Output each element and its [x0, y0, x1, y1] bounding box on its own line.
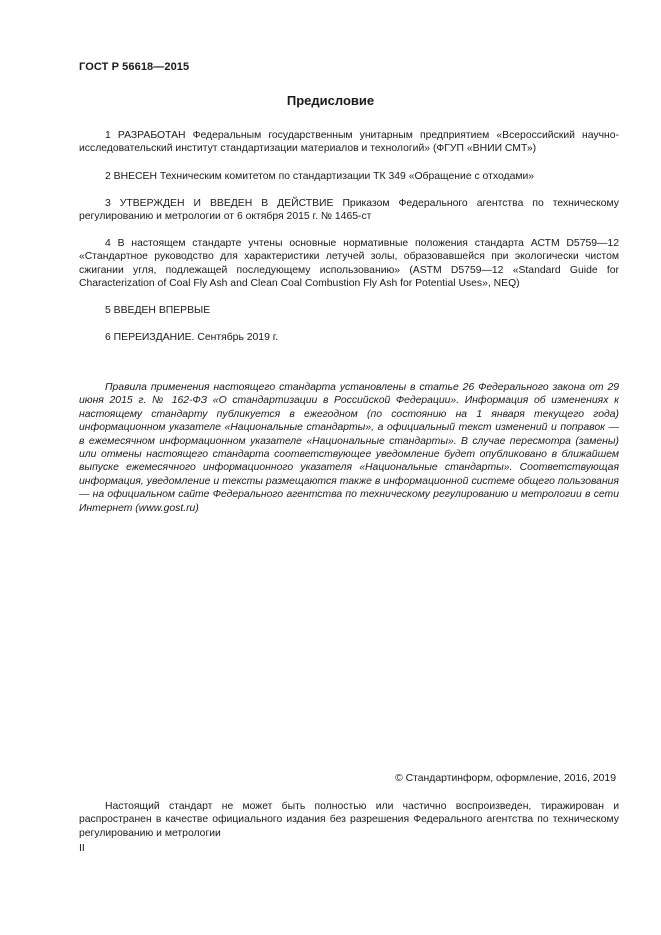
rules-notice: Правила применения настоящего стандарта установлены в статье 26 Федерального закона от 29 июня 2015 г. № 162-ФЗ «О стандартизации в Российской Федерации». Информация об изменениях к настоящему стандарту публикуется в ежегодном (по состоянию на 1 января текущего года) информационном указателе «Национальные стандарты», а официальный текст изменений и поправок — в ежемесячном информационном указателе «Национальные стандарты». В случае пересмотра (замены) или отмены настоящего стандарта соответствующее уведомление будет опубликовано в ближайшем выпуске ежемесячного информационного указателя «Национальные стандарты». Соответствующая информация, уведомление и тексты размещаются также в информационной системе общего пользования — на официальном сайте Федерального агентства по техническому регулированию и метрологии в сети Интернет (www.gost.ru) [79, 382, 619, 514]
foreword-item-5: 5 ВВЕДЕН ВПЕРВЫЕ [105, 305, 211, 316]
document-code: ГОСТ Р 56618—2015 [79, 61, 190, 73]
copyright-line: © Стандартинформ, оформление, 2016, 2019 [395, 773, 616, 784]
foreword-item-4: 4 В настоящем стандарте учтены основные нормативные положения стандарта АСТМ D5759—12 «Стандартное руководство для характеристики летучей золы, образовавшейся при экологически чистом сжигании угля, подлежащей последующему использованию» (ASTM D5759—12 «Standard Guide for Characterization of Coal Fly Ash and Clean Coal Combustion Fly Ash for Potential Uses», NEQ) [79, 238, 619, 290]
reproduction-notice: Настоящий стандарт не может быть полностью или частично воспроизведен, тиражирован и распространен в качестве официального издания без разрешения Федерального агентства по техническому регулированию и метрологии [79, 801, 619, 839]
foreword-item-6: 6 ПЕРЕИЗДАНИЕ. Сентябрь 2019 г. [105, 332, 279, 343]
foreword-item-2: 2 ВНЕСЕН Техническим комитетом по стандартизации ТК 349 «Обращение с отходами» [105, 171, 535, 182]
page-title: Предисловие [286, 93, 375, 108]
foreword-item-1: 1 РАЗРАБОТАН Федеральным государственным унитарным предприятием «Всероссийский научно-исследовательский институт стандартизации материалов и технологий» (ФГУП «ВНИИ СМТ») [79, 130, 619, 155]
page-number: II [79, 843, 85, 854]
foreword-item-3: 3 УТВЕРЖДЕН И ВВЕДЕН В ДЕЙСТВИЕ Приказом Федерального агентства по техническому регулированию и метрологии от 6 октября 2015 г. № 1465-ст [79, 198, 619, 223]
